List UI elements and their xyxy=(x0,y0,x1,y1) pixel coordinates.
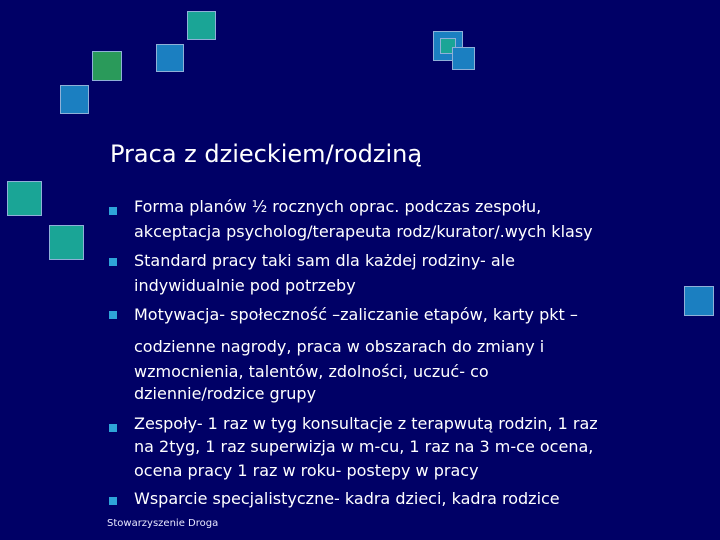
square-bullet-icon xyxy=(109,424,117,432)
bullet-text-line: akceptacja psycholog/terapeuta rodz/kurator/.wych klasy xyxy=(134,222,593,241)
bullet-text-line: Forma planów ½ rocznych oprac. podczas zespołu, xyxy=(134,197,542,216)
bullet-text-line: na 2tyg, 1 raz superwizja w m-cu, 1 raz na 3 m-ce ocena, xyxy=(134,437,594,456)
decor-square xyxy=(7,181,42,216)
bullet-text-line: Zespoły- 1 raz w tyg konsultacje z terapwutą rodzin, 1 raz xyxy=(134,414,598,433)
bullet-text-line: Wsparcie specjalistyczne- kadra dzieci, kadra rodzice xyxy=(134,489,560,508)
square-bullet-icon xyxy=(109,497,117,505)
decor-square xyxy=(49,225,84,260)
decor-square xyxy=(187,11,216,40)
bullet-text-line: indywidualnie pod potrzeby xyxy=(134,276,356,295)
decor-square xyxy=(92,51,122,81)
bullet-text-line: codzienne nagrody, praca w obszarach do zmiany i xyxy=(134,337,545,356)
square-bullet-icon xyxy=(109,311,117,319)
slide-title: Praca z dzieckiem/rodziną xyxy=(110,140,423,168)
square-bullet-icon xyxy=(109,258,117,266)
decor-square xyxy=(156,44,184,72)
bullet-text-line: wzmocnienia, talentów, zdolności, uczuć- co xyxy=(134,362,489,381)
decor-square xyxy=(684,286,714,316)
bullet-text-line: dziennie/rodzice grupy xyxy=(134,384,317,403)
footer-text: Stowarzyszenie Droga xyxy=(107,518,219,529)
bullet-text-line: Standard pracy taki sam dla każdej rodziny- ale xyxy=(134,251,515,270)
bullet-text-line: ocena pracy 1 raz w roku- postepy w pracy xyxy=(134,461,479,480)
square-bullet-icon xyxy=(109,207,117,215)
bullet-text-line: Motywacja- społeczność –zaliczanie etapów, karty pkt – xyxy=(134,305,578,324)
decor-square xyxy=(452,47,475,70)
decor-square xyxy=(60,85,89,114)
